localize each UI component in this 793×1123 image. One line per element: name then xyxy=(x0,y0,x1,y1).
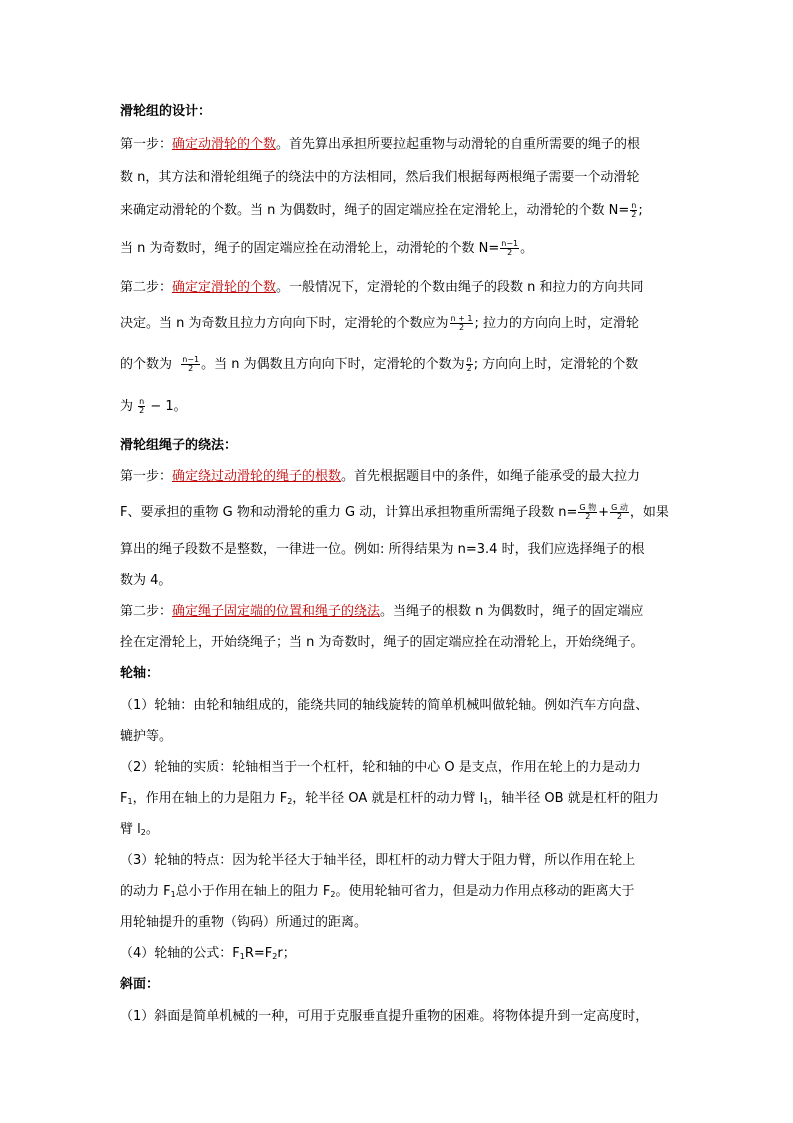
fraction-denominator: 2 xyxy=(458,323,465,332)
text: 数 n，其方法和滑轮组绳子的绕法中的方法相同，然后我们根据每两根绳子需要一个动滑轮 xyxy=(120,170,640,185)
fraction-numerator: n−1 xyxy=(182,355,200,364)
paragraph-line xyxy=(120,355,638,375)
step-label: 第一步： xyxy=(120,137,173,152)
fraction-denominator: 2 xyxy=(139,406,145,415)
subscript: 2 xyxy=(140,828,146,837)
paragraph-line xyxy=(120,503,669,523)
text: 当 n 为奇数时，绳子的固定端应拴在动滑轮上，动滑轮的个数 N= xyxy=(120,241,500,256)
text: 拴在定滑轮上，开始绕绳子；当 n 为奇数时，绳子的固定端应拴在动滑轮上，开始绕绳子。 xyxy=(120,635,644,650)
fraction-numerator: n xyxy=(139,397,145,406)
text: 臂 l xyxy=(120,822,141,837)
fraction xyxy=(138,398,145,415)
text: r； xyxy=(277,946,296,961)
fraction xyxy=(466,356,473,373)
text: 。当 n 为偶数且方向向下时，定滑轮的个数为 xyxy=(201,357,465,372)
fraction-numerator: n + 1 xyxy=(450,314,473,323)
text: 。一般情况下，定滑轮的个数由绳子的段数 n 和拉力的方向共同 xyxy=(276,280,644,295)
paragraph-line xyxy=(120,727,172,747)
step-title-link: 确定绳子固定端的位置和绳子的绕法 xyxy=(172,604,381,619)
step-label: 第一步： xyxy=(120,469,173,484)
paragraph-line xyxy=(120,467,640,487)
text: F、要承担的重物 G 物和动滑轮的重力 G 动，计算出承担物重所需绳子段数 n= xyxy=(120,505,578,520)
fraction-numerator: G 动 xyxy=(611,503,628,512)
paragraph-line xyxy=(120,168,639,188)
paragraph-line xyxy=(120,540,645,560)
step-title-link: 确定绕过动滑轮的绳子的根数 xyxy=(172,469,342,484)
heading-wheel-axle: 轮轴： xyxy=(120,666,160,681)
text: 。 xyxy=(145,822,159,837)
paragraph-line xyxy=(120,602,644,622)
text: ; 方向向上时，定滑轮的个数 xyxy=(473,357,639,372)
fraction-denominator: 2 xyxy=(507,248,513,257)
text: （1）斜面是简单机械的一种，可用于克服垂直提升重物的困难。将物体提升到一定高度时， xyxy=(120,1009,649,1024)
text: R=F xyxy=(244,946,273,961)
heading-pulley-design: 滑轮组的设计： xyxy=(120,104,212,119)
text: 为 xyxy=(120,399,134,414)
text: 。 xyxy=(520,241,534,256)
subscript: 1 xyxy=(170,890,176,899)
text: 来确定动滑轮的个数。当 n 为偶数时，绳子的固定端应拴在定滑轮上，动滑轮的个数 N= xyxy=(120,203,630,218)
text: 的动力 F xyxy=(120,884,171,899)
heading-inclined-plane: 斜面： xyxy=(120,977,160,992)
text: （3）轮轴的特点：因为轮半径大于轴半径，即杠杆的动力臂大于阻力臂，所以作用在轮上 xyxy=(120,853,636,868)
paragraph-line xyxy=(120,882,634,905)
fraction-numerator: n xyxy=(631,201,637,210)
paragraph-line xyxy=(120,944,296,967)
fraction-numerator: n xyxy=(466,355,472,364)
paragraph-line xyxy=(120,789,659,812)
step-label: 第二步： xyxy=(120,280,173,295)
paragraph-line xyxy=(120,758,641,778)
paragraph-line xyxy=(120,820,159,843)
paragraph-line xyxy=(120,913,367,933)
text: F xyxy=(120,791,128,806)
fraction-numerator: G 物 xyxy=(579,503,597,512)
fraction-numerator: n−1 xyxy=(501,239,519,248)
text: （2）轮轴的实质：轮轴相当于一个杠杆，轮和轴的中心 O 是支点，作用在轮上的力是动力 xyxy=(120,760,641,775)
heading-rope-winding: 滑轮组绳子的绕法： xyxy=(120,438,238,453)
fraction-denominator: 2 xyxy=(631,210,637,219)
paragraph-line xyxy=(120,696,648,716)
paragraph-line xyxy=(120,239,533,259)
subscript: 2 xyxy=(272,952,278,961)
subscript: 2 xyxy=(330,890,336,899)
plus-sign: + xyxy=(598,505,610,520)
step-label: 第二步： xyxy=(120,604,173,619)
text: （4）轮轴的公式：F xyxy=(120,946,240,961)
fraction-denominator: 2 xyxy=(188,364,194,373)
step-title-link: 确定动滑轮的个数 xyxy=(172,137,277,152)
text: − 1。 xyxy=(150,399,187,414)
text: ，作用在轴上的力是阻力 F xyxy=(132,791,288,806)
fraction-denominator: 2 xyxy=(466,364,472,373)
text: 。首先算出承担所要拉起重物与动滑轮的自重所需要的绳子的根 xyxy=(276,137,641,152)
text: 。首先根据题目中的条件，如绳子能承受的最大拉力 xyxy=(341,469,641,484)
fraction-denominator: 2 xyxy=(585,512,591,521)
text: ，轴半径 OB 就是杠杆的阻力 xyxy=(488,791,659,806)
fraction xyxy=(630,202,637,219)
paragraph-line xyxy=(120,314,639,334)
subscript: 1 xyxy=(127,797,133,806)
text: 的个数为 xyxy=(120,357,173,372)
text: 用轮轴提升的重物（钩码）所通过的距离。 xyxy=(120,915,368,930)
fraction xyxy=(578,504,597,521)
fraction xyxy=(500,240,519,257)
paragraph-line xyxy=(120,633,644,653)
text: ，如果 xyxy=(629,505,669,520)
paragraph-line xyxy=(120,201,643,221)
paragraph-line xyxy=(120,135,640,155)
text: （1）轮轴：由轮和轴组成的，能绕共同的轴线旋转的简单机械叫做轮轴。例如汽车方向盘、 xyxy=(120,698,649,713)
paragraph-line xyxy=(120,851,635,871)
text: ; 拉力的方向向上时，定滑轮 xyxy=(474,316,639,331)
fraction xyxy=(610,504,629,521)
text: 算出的绳子段数不是整数，一律进一位。例如: 所得结果为 n=3.4 时，我们应选择绳子的根 xyxy=(120,542,645,557)
fraction-denominator: 2 xyxy=(616,512,622,521)
text: ，轮半径 OA 就是杠杆的动力臂 l xyxy=(292,791,484,806)
text: 总小于作用在轴上的阻力 F xyxy=(175,884,331,899)
text: 。使用轮轴可省力，但是动力作用点移动的距离大于 xyxy=(335,884,635,899)
fraction xyxy=(181,356,200,373)
fraction xyxy=(450,315,474,332)
subscript: 1 xyxy=(483,797,489,806)
paragraph-line xyxy=(120,1007,648,1027)
text: 辘护等。 xyxy=(120,729,173,744)
subscript: 1 xyxy=(239,952,245,961)
text: 。当绳子的根数 n 为偶数时，绳子的固定端应 xyxy=(380,604,644,619)
paragraph-line xyxy=(120,571,171,591)
paragraph-line xyxy=(120,397,187,417)
step-title-link: 确定定滑轮的个数 xyxy=(172,280,277,295)
paragraph-line xyxy=(120,278,644,298)
text: 数为 4。 xyxy=(120,573,172,588)
text: 决定。当 n 为奇数且拉力方向向下时，定滑轮的个数应为 xyxy=(120,316,449,331)
subscript: 2 xyxy=(287,797,293,806)
text: ; xyxy=(638,203,643,218)
